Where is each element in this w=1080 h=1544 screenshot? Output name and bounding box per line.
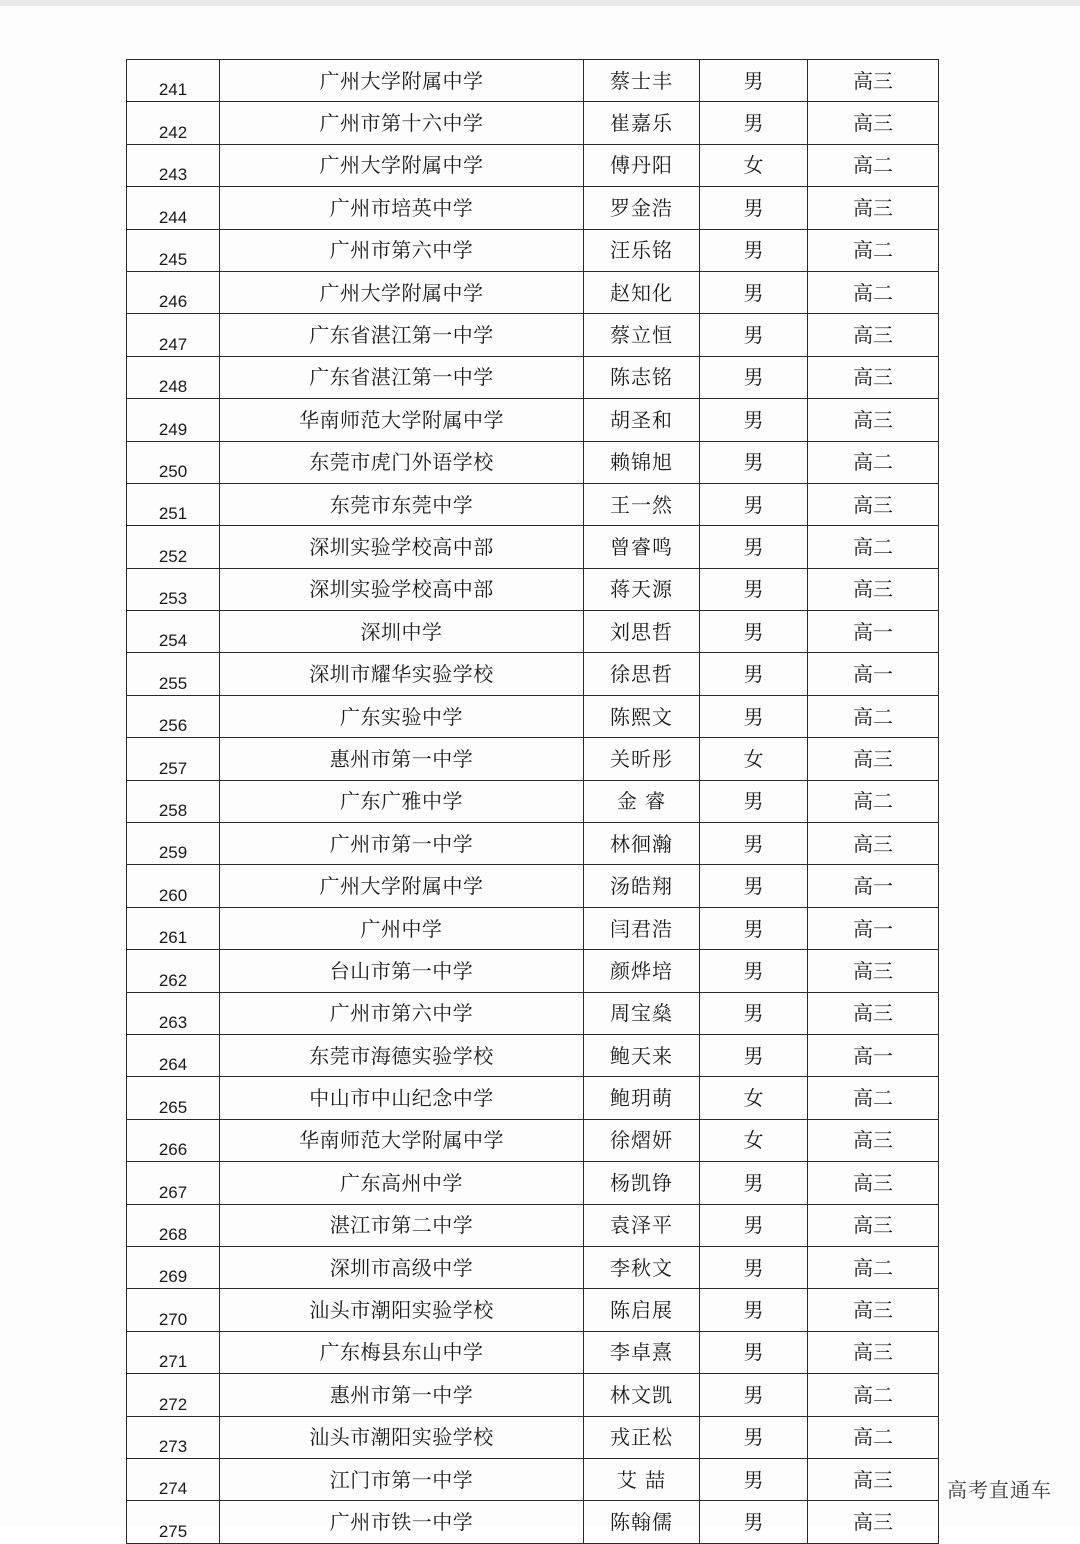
school-cell: 深圳实验学校高中部 — [220, 526, 584, 568]
grade-cell: 高三 — [808, 1204, 939, 1246]
table-row — [127, 441, 939, 483]
table-row — [127, 695, 939, 737]
gender-cell: 男 — [700, 823, 808, 865]
student-name-cell: 李卓熹 — [584, 1331, 700, 1373]
gender-cell: 男 — [700, 611, 808, 653]
school-cell: 华南师范大学附属中学 — [220, 399, 584, 441]
gender-cell: 女 — [700, 1119, 808, 1161]
gender-cell: 男 — [700, 1331, 808, 1373]
student-name-cell: 赖锦旭 — [584, 441, 700, 483]
gender-cell: 男 — [700, 1416, 808, 1458]
grade-cell: 高一 — [808, 1034, 939, 1076]
student-name-cell: 崔嘉乐 — [584, 102, 700, 144]
table-row — [127, 653, 939, 695]
row-number-cell: 255 — [127, 653, 220, 695]
school-cell: 江门市第一中学 — [220, 1458, 584, 1500]
table-row — [127, 907, 939, 949]
row-number-cell: 241 — [127, 60, 220, 102]
school-cell: 广州市铁一中学 — [220, 1501, 584, 1543]
student-name-cell: 金 睿 — [584, 780, 700, 822]
row-number-cell: 275 — [127, 1501, 220, 1543]
table-row — [127, 356, 939, 398]
gender-cell: 男 — [700, 526, 808, 568]
grade-cell: 高二 — [808, 526, 939, 568]
school-cell: 广州大学附属中学 — [220, 60, 584, 102]
row-number-cell: 264 — [127, 1034, 220, 1076]
gender-cell: 男 — [700, 865, 808, 907]
gender-cell: 男 — [700, 314, 808, 356]
table-row — [127, 1162, 939, 1204]
school-cell: 深圳实验学校高中部 — [220, 568, 584, 610]
school-cell: 广州市培英中学 — [220, 187, 584, 229]
row-number-cell: 245 — [127, 229, 220, 271]
gender-cell: 女 — [700, 1077, 808, 1119]
row-number-cell: 266 — [127, 1119, 220, 1161]
gender-cell: 男 — [700, 780, 808, 822]
school-cell: 湛江市第二中学 — [220, 1204, 584, 1246]
student-name-cell: 戎正松 — [584, 1416, 700, 1458]
row-number-cell: 269 — [127, 1246, 220, 1288]
table-row — [127, 102, 939, 144]
school-cell: 广州大学附属中学 — [220, 865, 584, 907]
table-row — [127, 738, 939, 780]
row-number-cell: 253 — [127, 568, 220, 610]
gender-cell: 男 — [700, 1204, 808, 1246]
school-cell: 广东高州中学 — [220, 1162, 584, 1204]
grade-cell: 高三 — [808, 102, 939, 144]
row-number-cell: 274 — [127, 1458, 220, 1500]
grade-cell: 高二 — [808, 441, 939, 483]
school-cell: 深圳市高级中学 — [220, 1246, 584, 1288]
row-number-cell: 252 — [127, 526, 220, 568]
school-cell: 东莞市虎门外语学校 — [220, 441, 584, 483]
grade-cell: 高二 — [808, 229, 939, 271]
gender-cell: 男 — [700, 1374, 808, 1416]
table-row — [127, 187, 939, 229]
grade-cell: 高三 — [808, 399, 939, 441]
school-cell: 深圳中学 — [220, 611, 584, 653]
gender-cell: 男 — [700, 1289, 808, 1331]
grade-cell: 高三 — [808, 950, 939, 992]
row-number-cell: 262 — [127, 950, 220, 992]
school-cell: 台山市第一中学 — [220, 950, 584, 992]
row-number-cell: 254 — [127, 611, 220, 653]
table-row — [127, 526, 939, 568]
gender-cell: 男 — [700, 102, 808, 144]
gender-cell: 男 — [700, 483, 808, 525]
school-cell: 广州市第十六中学 — [220, 102, 584, 144]
row-number-cell: 265 — [127, 1077, 220, 1119]
grade-cell: 高三 — [808, 1162, 939, 1204]
row-number-cell: 256 — [127, 695, 220, 737]
student-name-cell: 胡圣和 — [584, 399, 700, 441]
student-name-cell: 关昕彤 — [584, 738, 700, 780]
row-number-cell: 259 — [127, 823, 220, 865]
table-row — [127, 144, 939, 186]
student-name-cell: 陈志铭 — [584, 356, 700, 398]
table-row — [127, 1374, 939, 1416]
grade-cell: 高三 — [808, 1501, 939, 1543]
student-roster-table — [126, 59, 939, 1544]
gender-cell: 男 — [700, 568, 808, 610]
student-name-cell: 陈熙文 — [584, 695, 700, 737]
gender-cell: 男 — [700, 695, 808, 737]
school-cell: 广州大学附属中学 — [220, 271, 584, 313]
grade-cell: 高二 — [808, 1416, 939, 1458]
school-cell: 广州市第六中学 — [220, 992, 584, 1034]
row-number-cell: 251 — [127, 483, 220, 525]
grade-cell: 高一 — [808, 611, 939, 653]
row-number-cell: 260 — [127, 865, 220, 907]
gender-cell: 男 — [700, 399, 808, 441]
gender-cell: 男 — [700, 1246, 808, 1288]
grade-cell: 高一 — [808, 653, 939, 695]
student-name-cell: 傅丹阳 — [584, 144, 700, 186]
row-number-cell: 258 — [127, 780, 220, 822]
student-name-cell: 周宝燊 — [584, 992, 700, 1034]
student-name-cell: 林文凯 — [584, 1374, 700, 1416]
table-row — [127, 1458, 939, 1500]
gender-cell: 男 — [700, 441, 808, 483]
table-row — [127, 271, 939, 313]
school-cell: 广东实验中学 — [220, 695, 584, 737]
table-row — [127, 314, 939, 356]
gender-cell: 男 — [700, 60, 808, 102]
school-cell: 东莞市东莞中学 — [220, 483, 584, 525]
student-name-cell: 袁泽平 — [584, 1204, 700, 1246]
student-name-cell: 罗金浩 — [584, 187, 700, 229]
row-number-cell: 242 — [127, 102, 220, 144]
student-name-cell: 闫君浩 — [584, 907, 700, 949]
school-cell: 惠州市第一中学 — [220, 738, 584, 780]
school-cell: 广东广雅中学 — [220, 780, 584, 822]
table-row — [127, 1416, 939, 1458]
gender-cell: 女 — [700, 144, 808, 186]
gender-cell: 男 — [700, 1162, 808, 1204]
gender-cell: 男 — [700, 271, 808, 313]
student-name-cell: 林徊瀚 — [584, 823, 700, 865]
table-row — [127, 611, 939, 653]
row-number-cell: 268 — [127, 1204, 220, 1246]
table-row — [127, 950, 939, 992]
grade-cell: 高三 — [808, 1458, 939, 1500]
row-number-cell: 261 — [127, 907, 220, 949]
watermark-text: 高考直通车 — [947, 1478, 1052, 1502]
student-name-cell: 曾睿鸣 — [584, 526, 700, 568]
gender-cell: 男 — [700, 356, 808, 398]
grade-cell: 高二 — [808, 1374, 939, 1416]
grade-cell: 高三 — [808, 314, 939, 356]
row-number-cell: 267 — [127, 1162, 220, 1204]
row-number-cell: 244 — [127, 187, 220, 229]
grade-cell: 高三 — [808, 568, 939, 610]
school-cell: 中山市中山纪念中学 — [220, 1077, 584, 1119]
student-name-cell: 艾 喆 — [584, 1458, 700, 1500]
student-name-cell: 刘思哲 — [584, 611, 700, 653]
grade-cell: 高二 — [808, 144, 939, 186]
student-name-cell: 鲍玥萌 — [584, 1077, 700, 1119]
student-name-cell: 蒋天源 — [584, 568, 700, 610]
grade-cell: 高三 — [808, 60, 939, 102]
gender-cell: 女 — [700, 738, 808, 780]
school-cell: 广东梅县东山中学 — [220, 1331, 584, 1373]
table-row — [127, 1331, 939, 1373]
gender-cell: 男 — [700, 950, 808, 992]
gender-cell: 男 — [700, 1034, 808, 1076]
table-row — [127, 865, 939, 907]
grade-cell: 高二 — [808, 271, 939, 313]
gender-cell: 男 — [700, 1458, 808, 1500]
row-number-cell: 257 — [127, 738, 220, 780]
table-row — [127, 780, 939, 822]
table-row — [127, 1204, 939, 1246]
grade-cell: 高三 — [808, 992, 939, 1034]
student-name-cell: 李秋文 — [584, 1246, 700, 1288]
school-cell: 华南师范大学附属中学 — [220, 1119, 584, 1161]
gender-cell: 男 — [700, 187, 808, 229]
student-name-cell: 王一然 — [584, 483, 700, 525]
row-number-cell: 270 — [127, 1289, 220, 1331]
row-number-cell: 250 — [127, 441, 220, 483]
grade-cell: 高三 — [808, 823, 939, 865]
school-cell: 广州中学 — [220, 907, 584, 949]
row-number-cell: 273 — [127, 1416, 220, 1458]
table-row — [127, 1119, 939, 1161]
row-number-cell: 271 — [127, 1331, 220, 1373]
grade-cell: 高二 — [808, 695, 939, 737]
grade-cell: 高三 — [808, 1289, 939, 1331]
student-name-cell: 陈翰儒 — [584, 1501, 700, 1543]
table-row — [127, 823, 939, 865]
grade-cell: 高三 — [808, 483, 939, 525]
school-cell: 广州市第一中学 — [220, 823, 584, 865]
grade-cell: 高一 — [808, 865, 939, 907]
student-name-cell: 赵知化 — [584, 271, 700, 313]
student-name-cell: 鲍天来 — [584, 1034, 700, 1076]
roster-body — [127, 60, 939, 1544]
student-name-cell: 徐思哲 — [584, 653, 700, 695]
school-cell: 广东省湛江第一中学 — [220, 356, 584, 398]
student-name-cell: 杨凯铮 — [584, 1162, 700, 1204]
table-row — [127, 992, 939, 1034]
table-row — [127, 1246, 939, 1288]
grade-cell: 高三 — [808, 356, 939, 398]
student-name-cell: 蔡士丰 — [584, 60, 700, 102]
row-number-cell: 247 — [127, 314, 220, 356]
table-row — [127, 1034, 939, 1076]
grade-cell: 高二 — [808, 1246, 939, 1288]
table-row — [127, 399, 939, 441]
row-number-cell: 272 — [127, 1374, 220, 1416]
school-cell: 广州大学附属中学 — [220, 144, 584, 186]
table-row — [127, 1289, 939, 1331]
gender-cell: 男 — [700, 653, 808, 695]
row-number-cell: 248 — [127, 356, 220, 398]
row-number-cell: 263 — [127, 992, 220, 1034]
school-cell: 惠州市第一中学 — [220, 1374, 584, 1416]
grade-cell: 高二 — [808, 780, 939, 822]
row-number-cell: 249 — [127, 399, 220, 441]
school-cell: 汕头市潮阳实验学校 — [220, 1289, 584, 1331]
grade-cell: 高一 — [808, 907, 939, 949]
table-row — [127, 1501, 939, 1543]
gender-cell: 男 — [700, 229, 808, 271]
grade-cell: 高三 — [808, 738, 939, 780]
table-row — [127, 1077, 939, 1119]
gender-cell: 男 — [700, 907, 808, 949]
scan-top-edge — [0, 0, 1080, 6]
school-cell: 深圳市耀华实验学校 — [220, 653, 584, 695]
student-name-cell: 徐熠妍 — [584, 1119, 700, 1161]
table-row — [127, 568, 939, 610]
grade-cell: 高二 — [808, 1077, 939, 1119]
table-row — [127, 60, 939, 102]
grade-cell: 高三 — [808, 1119, 939, 1161]
student-name-cell: 汪乐铭 — [584, 229, 700, 271]
row-number-cell: 246 — [127, 271, 220, 313]
table-row — [127, 483, 939, 525]
grade-cell: 高三 — [808, 187, 939, 229]
grade-cell: 高三 — [808, 1331, 939, 1373]
school-cell: 东莞市海德实验学校 — [220, 1034, 584, 1076]
school-cell: 汕头市潮阳实验学校 — [220, 1416, 584, 1458]
gender-cell: 男 — [700, 1501, 808, 1543]
school-cell: 广州市第六中学 — [220, 229, 584, 271]
school-cell: 广东省湛江第一中学 — [220, 314, 584, 356]
row-number-cell: 243 — [127, 144, 220, 186]
student-name-cell: 颜烨培 — [584, 950, 700, 992]
gender-cell: 男 — [700, 992, 808, 1034]
student-name-cell: 蔡立恒 — [584, 314, 700, 356]
student-name-cell: 陈启展 — [584, 1289, 700, 1331]
student-name-cell: 汤皓翔 — [584, 865, 700, 907]
table-row — [127, 229, 939, 271]
